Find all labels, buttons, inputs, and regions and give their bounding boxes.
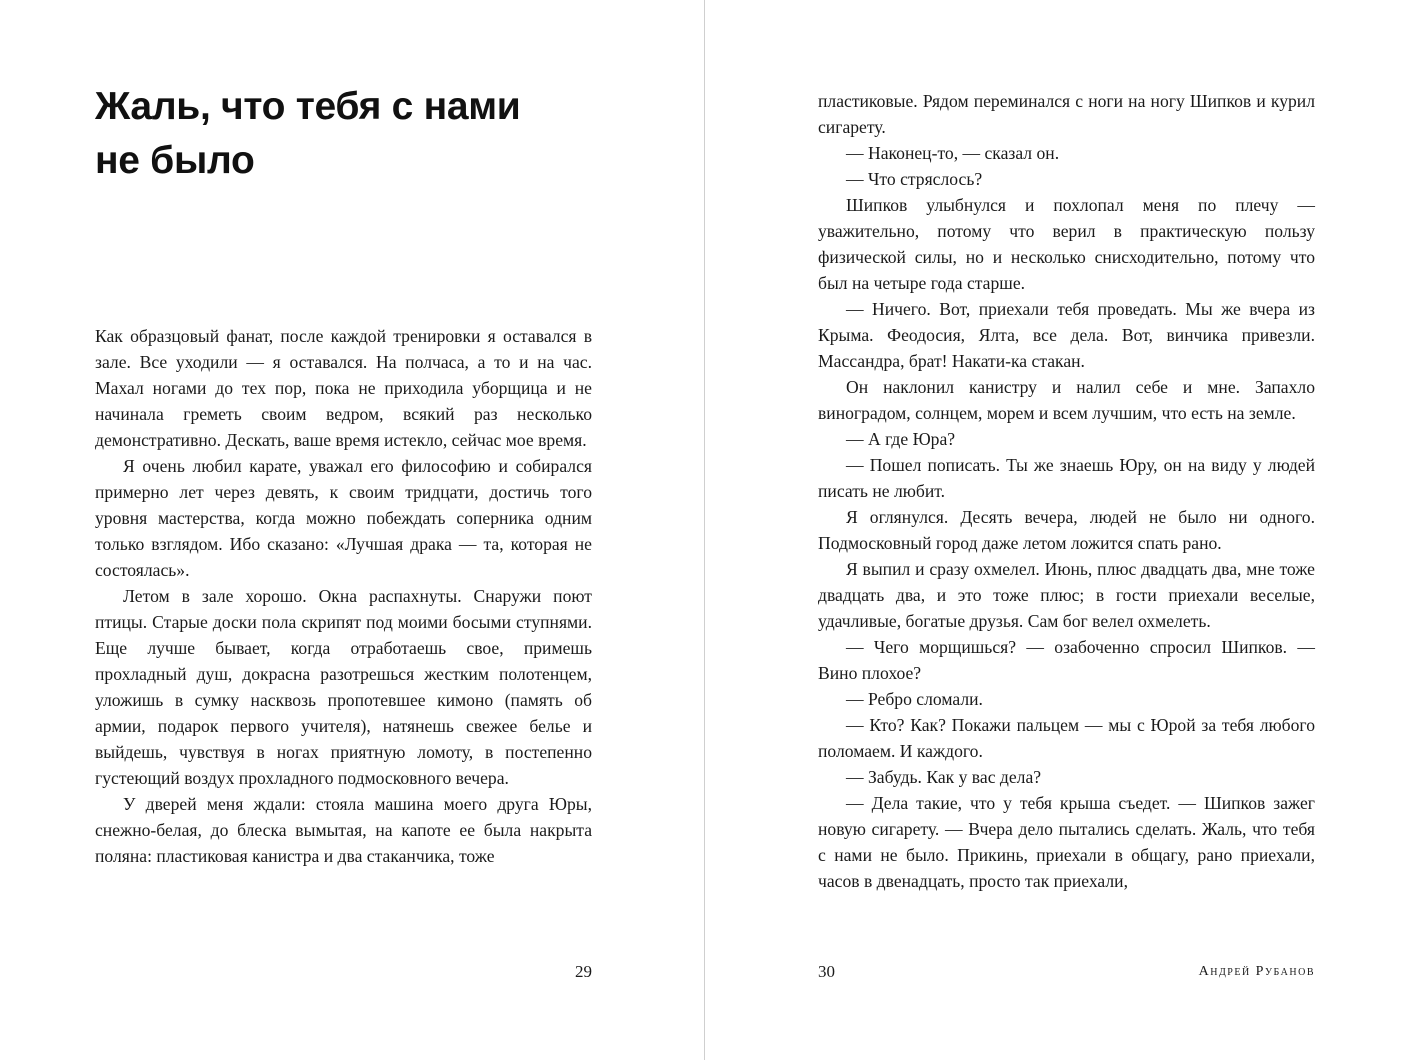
chapter-title-line-1: Жаль, что тебя с нами [95, 85, 521, 128]
paragraph: Он наклонил канистру и налил себе и мне. Запахло виноградом, солнцем, морем и всем лучшим, что есть на земле. [818, 377, 1315, 423]
paragraph: У дверей меня ждали: стояла машина моего друга Юры, снежно-белая, до блеска вымытая, на капоте ее была накрыта поляна: пластиковая канистра и два стаканчика, тоже [95, 794, 592, 866]
left-page [0, 0, 704, 1060]
paragraph: — Кто? Как? Покажи пальцем — мы с Юрой за тебя любого поломаем. И каждого. [818, 715, 1315, 761]
paragraph: Я выпил и сразу охмелел. Июнь, плюс двадцать два, мне тоже двадцать два, и это тоже плюс; в гости приехали веселые, удачливые, богатые друзья. Сам бог велел охмелеть. [818, 559, 1315, 631]
paragraph: — Забудь. Как у вас дела? [846, 767, 1042, 787]
paragraph: Я оглянулся. Десять вечера, людей не было ни одного. Подмосковный город даже летом ложится спать рано. [818, 507, 1315, 553]
paragraph: пластиковые. Рядом переминался с ноги на ногу Шипков и курил сигарету. [818, 91, 1315, 137]
page-number-right: 30 [818, 962, 835, 981]
right-page [706, 0, 1410, 1060]
chapter-title-line-2: не было [95, 139, 255, 182]
paragraph: — Пошел пописать. Ты же знаешь Юру, он на виду у людей писать не любит. [818, 455, 1315, 501]
page-number-left: 29 [575, 962, 592, 981]
paragraph: — Ничего. Вот, приехали тебя проведать. Мы же вчера из Крыма. Феодосия, Ялта, все дела. Вот, винчика привезли. Массандра, брат! Накати-ка стакан. [818, 299, 1315, 371]
paragraph: — Чего морщишься? — озабоченно спросил Шипков. — Вино плохое? [818, 637, 1315, 683]
paragraph: Летом в зале хорошо. Окна распахнуты. Снаружи поют птицы. Старые доски пола скрипят под моими босыми ступнями. Еще лучше бывает, когда отработаешь свое, примешь прохладный душ, докрасна разотрешься жестким полотенцем, уложишь в сумку насквозь пропотевшее кимоно (память об армии, подарок первого учителя), натянешь свежее белье и выйдешь, чувствуя в ногах приятную ломоту, в постепенно густеющий воздух прохладного подмосковного вечера. [95, 586, 592, 788]
paragraph: Как образцовый фанат, после каждой тренировки я оставался в зале. Все уходили — я оставался. На полчаса, а то и на час. Махал ногами до тех пор, пока не приходила уборщица и не начинала греметь своим ведром, всякий раз несколько демонстративно. Дескать, ваше время истекло, сейчас мое время. [95, 326, 592, 450]
paragraph: — Дела такие, что у тебя крыша съедет. — Шипков зажег новую сигарету. — Вчера дело пытались сделать. Жаль, что тебя с нами не было. Прикинь, приехали в общагу, рано приехали, часов в двенадцать, просто так приехали, [818, 793, 1315, 891]
paragraph: — Наконец-то, — сказал он. [846, 143, 1060, 163]
gutter-divider [704, 0, 705, 1060]
paragraph: Шипков улыбнулся и похлопал меня по плечу — уважительно, потому что верил в практическую пользу физической силы, но и несколько снисходительно, потому что был на четыре года старше. [818, 195, 1315, 293]
right-body-text [818, 88, 1315, 894]
paragraph: — А где Юра? [846, 429, 956, 449]
paragraph: — Ребро сломали. [846, 689, 983, 709]
left-body-text [95, 323, 592, 869]
running-head-author: Андрей Рубанов [1198, 964, 1315, 979]
paragraph: — Что стряслось? [846, 169, 983, 189]
paragraph: Я очень любил карате, уважал его философию и собирался примерно лет через девять, к своим тридцати, достичь того уровня мастерства, когда можно побеждать соперника одним только взглядом. Ибо сказано: «Лучшая драка — та, которая не состоялась». [95, 456, 592, 580]
chapter-title [95, 80, 615, 188]
